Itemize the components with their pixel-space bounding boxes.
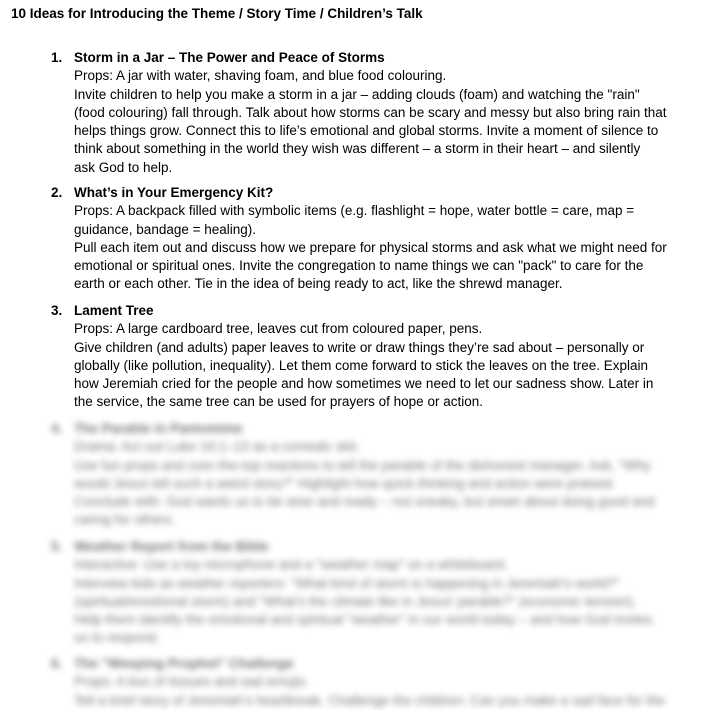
idea-4-title: The Parable in Pantomime <box>74 421 243 436</box>
document-title: 10 Ideas for Introducing the Theme / Story Time / Children’s Talk <box>11 6 423 21</box>
idea-1-title: Storm in a Jar – The Power and Peace of Storms <box>74 50 385 65</box>
idea-1-line: Invite children to help you make a storm in a jar – adding clouds (foam) and watching the "rain" <box>74 86 640 102</box>
idea-2-title: What’s in Your Emergency Kit? <box>74 185 274 200</box>
idea-4-number: 4. <box>51 421 63 436</box>
idea-6-line: Props: A box of tissues and sad emojis. <box>74 674 309 690</box>
idea-5-line: (spiritual/emotional storm) and "What’s the climate like in Jesus’ parable?" (economic tension). <box>74 593 637 609</box>
idea-1-line: helps things grow. Connect this to life’s emotional and global storms. Invite a moment of silence to <box>74 123 659 139</box>
idea-4-line: Drama: Act out Luke 16:1–13 as a comedic skit. <box>74 439 360 455</box>
idea-5-line: Interactive: Use a toy microphone and a "weather map" on a whiteboard. <box>74 557 508 573</box>
idea-1-line: (food colouring) fall through. Talk about how storms can be scary and messy but also bring rain that <box>74 104 667 120</box>
idea-5-number: 5. <box>51 539 63 554</box>
idea-4-line: would Jesus tell such a weird story?" Highlight how quick thinking and action were praised. <box>74 475 616 491</box>
idea-5-line: Help them identify the emotional and spiritual "weather" in our world today – and how God invites <box>74 612 653 628</box>
idea-1-line: Props: A jar with water, shaving foam, and blue food colouring. <box>74 68 447 84</box>
idea-2-line: Props: A backpack filled with symbolic items (e.g. flashlight = hope, water bottle = care, map = <box>74 203 635 219</box>
idea-1-line: think about something in the world they wish was different – a storm in their heart – and silently <box>74 141 641 157</box>
idea-2-line: guidance, bandage = healing). <box>74 221 257 237</box>
idea-4-line: caring for others. <box>74 512 176 528</box>
idea-6-title: The "Weeping Prophet" Challenge <box>74 656 294 671</box>
idea-3-line: Props: A large cardboard tree, leaves cut from coloured paper, pens. <box>74 321 483 337</box>
idea-3-number: 3. <box>51 303 63 318</box>
idea-3-title: Lament Tree <box>74 303 154 318</box>
idea-4-line: Use fun props and over-the-top reactions to tell the parable of the dishonest manager. Ask, "Why <box>74 457 651 473</box>
idea-3-line: globally (like pollution, inequality). Let them come forward to stick the leaves on the tree. Explain <box>74 357 649 373</box>
idea-1-body <box>74 49 694 177</box>
idea-6-number: 6. <box>51 656 63 671</box>
idea-3-line: Give children (and adults) paper leaves to write or draw things they’re sad about – personally or <box>74 339 645 355</box>
idea-4-body <box>74 420 694 530</box>
idea-4-line: Conclude with: God wants us to be wise and ready – not sneaky, but smart about doing good and <box>74 494 655 510</box>
idea-5-title: Weather Report from the Bible <box>74 539 269 554</box>
idea-1-line: ask God to help. <box>74 159 173 175</box>
idea-3-line: the service, the same tree can be used for prayers of hope or action. <box>74 394 483 410</box>
idea-2-number: 2. <box>51 185 63 200</box>
idea-2-line: emotional or spiritual ones. Invite the congregation to name things we can "pack" to care for the <box>74 258 644 274</box>
idea-1-number: 1. <box>51 50 63 65</box>
idea-2-line: earth or each other. Tie in the idea of being ready to act, like the shrewd manager. <box>74 276 563 292</box>
idea-6-body <box>74 655 694 710</box>
idea-3-line: how Jeremiah cried for the people and how sometimes we need to let our sadness show. Later in <box>74 376 654 392</box>
idea-3-body <box>74 302 694 412</box>
idea-2-body <box>74 184 694 294</box>
idea-2-line: Pull each item out and discuss how we prepare for physical storms and ask what we might need for <box>74 239 667 255</box>
idea-6-line: Tell a brief story of Jeremiah’s heartbreak. Challenge the children: Can you make a sad face for the <box>74 692 666 708</box>
idea-5-line: Interview kids as weather reporters: "What kind of storm is happening in Jeremiah’s world?" <box>74 575 620 591</box>
idea-5-line: us to respond. <box>74 630 160 646</box>
idea-5-body <box>74 538 694 648</box>
